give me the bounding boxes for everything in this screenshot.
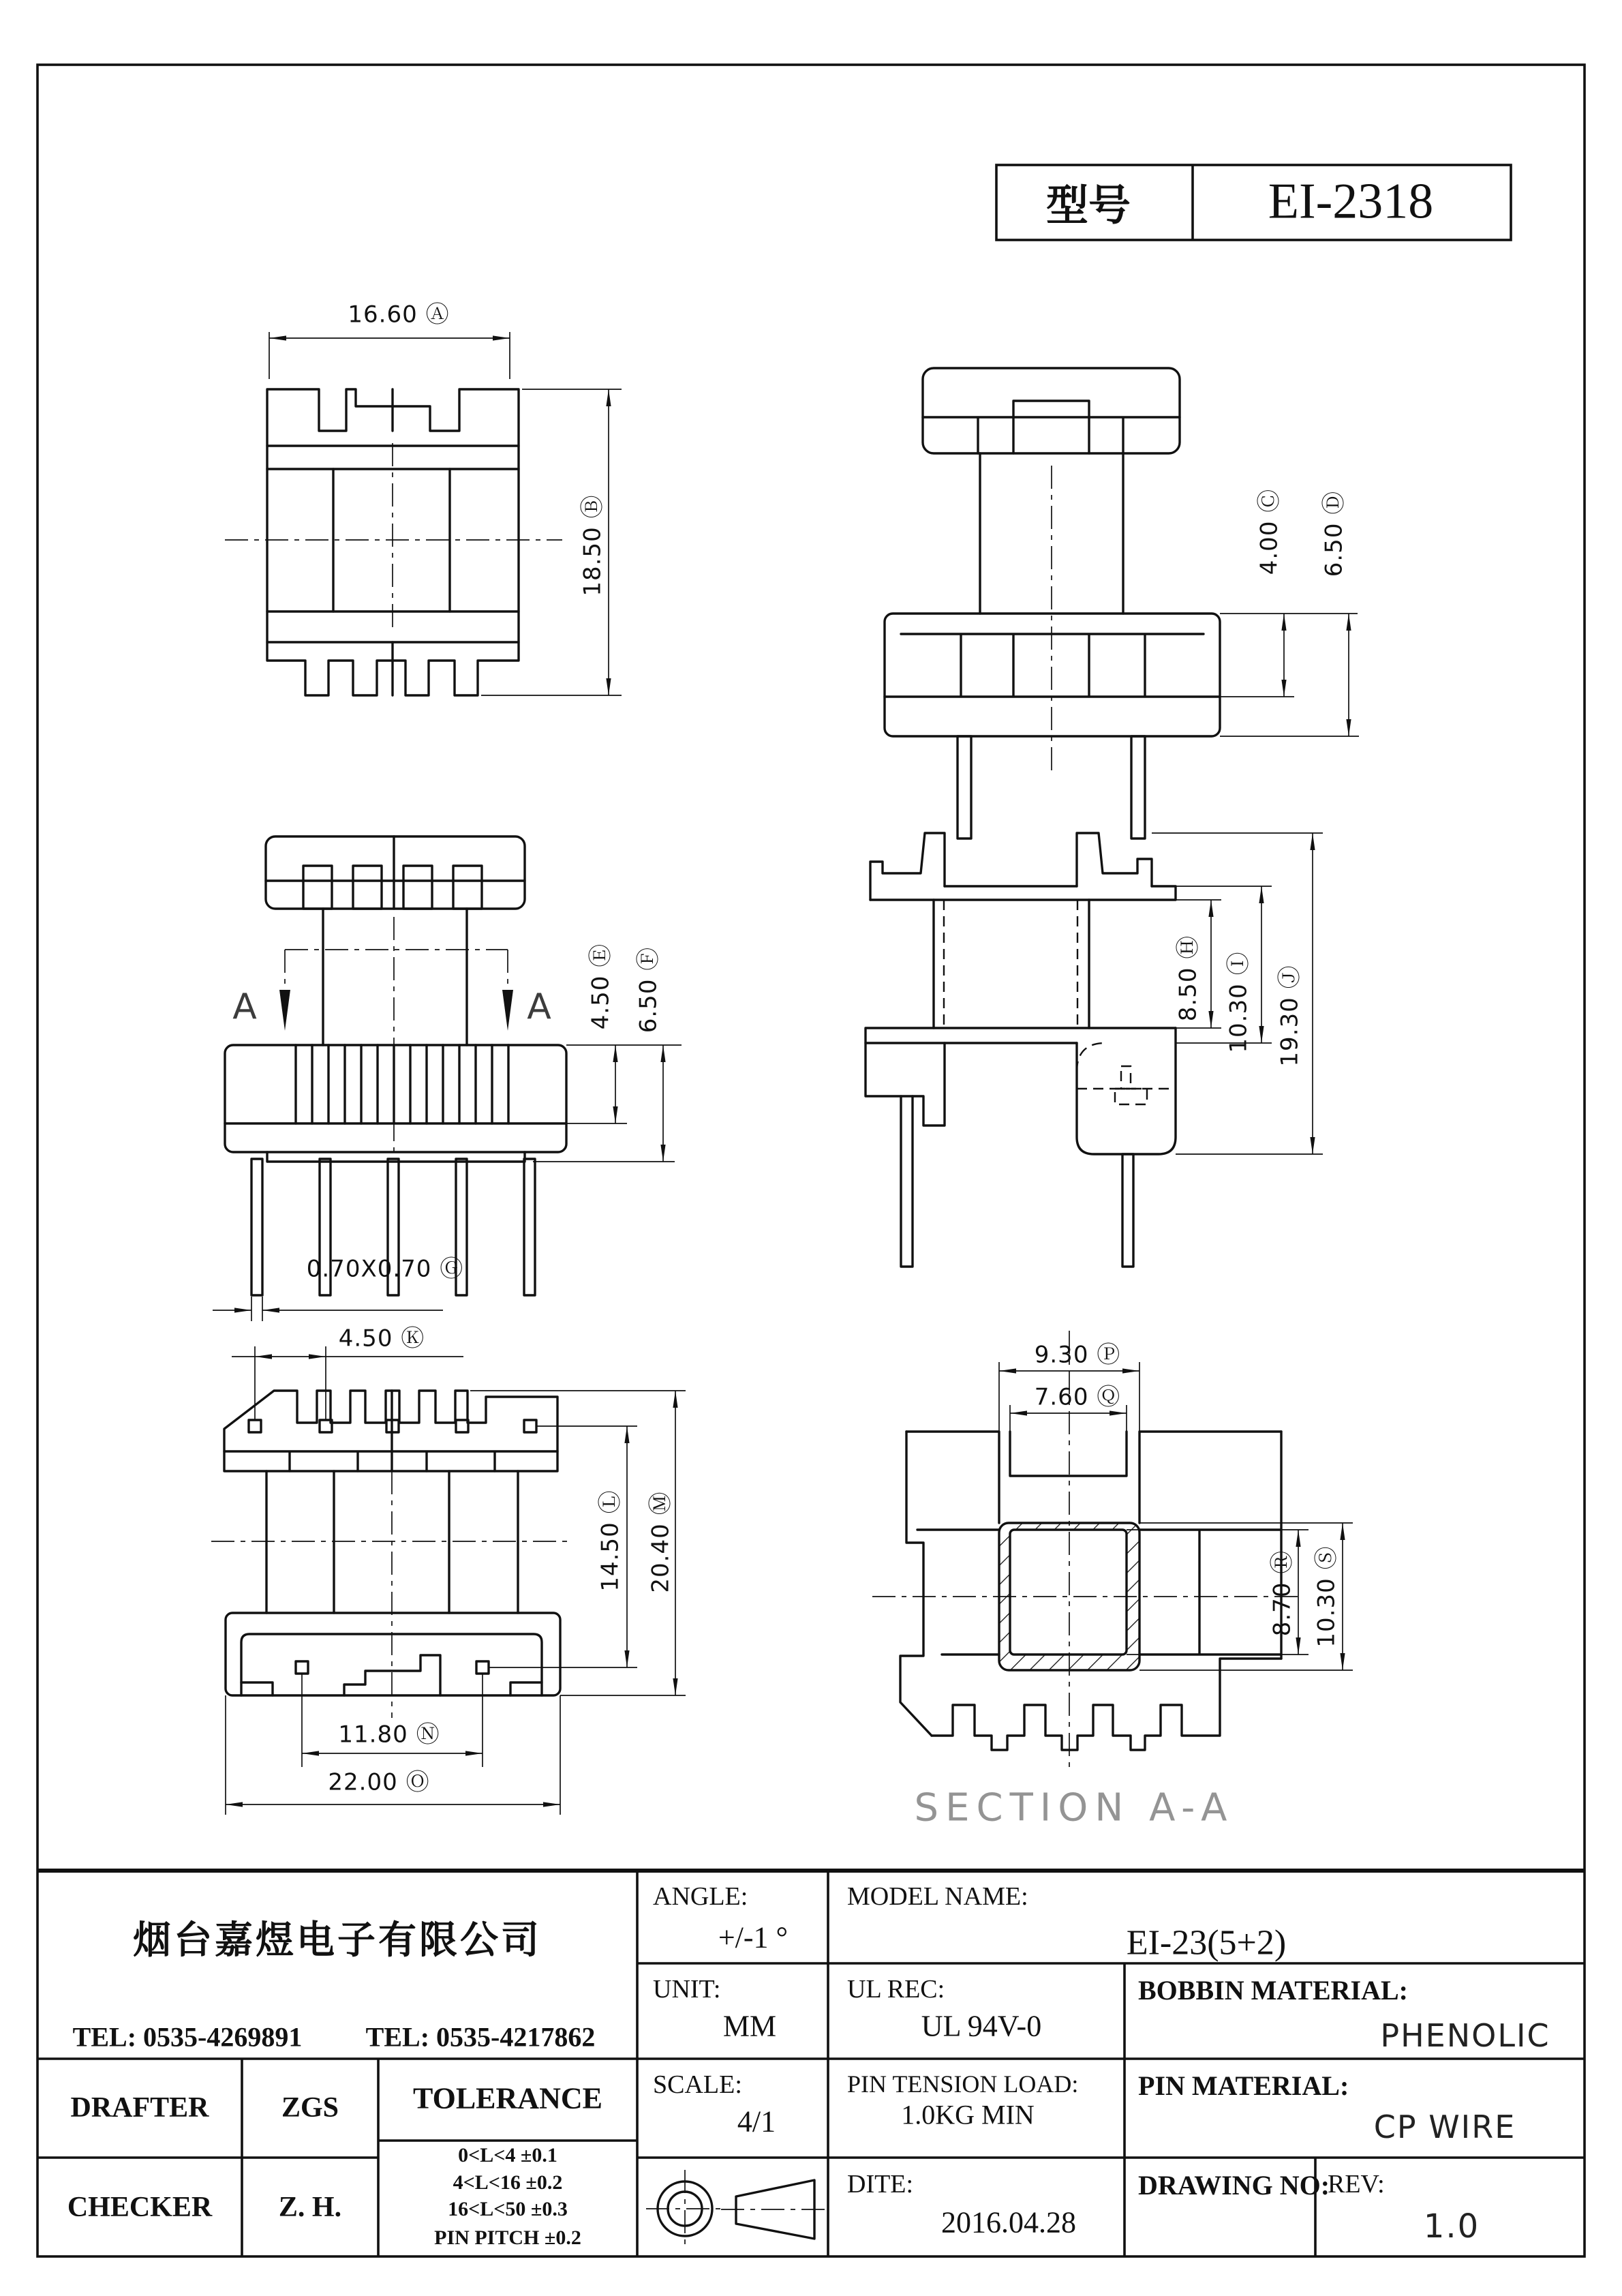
pin-material-value: CP WIRE xyxy=(1373,2109,1516,2145)
company-tel-2: TEL: 0535-4217862 xyxy=(365,2021,596,2053)
projection-symbol xyxy=(646,2170,830,2248)
dim-k: 4.50 Ⓚ xyxy=(338,1325,425,1353)
dim-o: 22.00 Ⓞ xyxy=(328,1768,430,1796)
date-label: DITE: xyxy=(847,2170,914,2199)
section-caption: SECTION A-A xyxy=(914,1785,1234,1830)
view-top xyxy=(225,332,622,695)
view-front xyxy=(213,836,682,1321)
dim-d: 6.50 Ⓓ xyxy=(1320,490,1348,577)
bobbin-material-value: PHENOLIC xyxy=(1380,2017,1550,2054)
drafter-label: DRAFTER xyxy=(70,2092,209,2124)
angle-value: +/-1 ° xyxy=(718,1920,789,1954)
rev-label: REV: xyxy=(1328,2170,1385,2199)
section-marker-right: A xyxy=(527,986,553,1027)
checker-value: Z. H. xyxy=(278,2192,342,2223)
dim-c: 4.00 Ⓒ xyxy=(1255,488,1283,575)
unit-label: UNIT: xyxy=(653,1975,721,2004)
model-no-value: EI-2318 xyxy=(1268,173,1434,230)
dim-m: 20.40 Ⓜ xyxy=(647,1491,675,1593)
date-value: 2016.04.28 xyxy=(941,2205,1076,2239)
tolerance-row: 0<L<4 ±0.1 xyxy=(458,2144,557,2166)
ul-rec-label: UL REC: xyxy=(847,1975,945,2004)
dim-j: 19.30 Ⓙ xyxy=(1276,965,1304,1067)
dim-s: 10.30 Ⓢ xyxy=(1313,1545,1341,1648)
scale-value: 4/1 xyxy=(737,2104,776,2139)
drafter-value: ZGS xyxy=(281,2092,339,2124)
dim-p: 9.30 Ⓟ xyxy=(1034,1341,1121,1369)
scale-label: SCALE: xyxy=(653,2070,742,2099)
drawing-no-label: DRAWING NO: xyxy=(1138,2170,1330,2201)
section-marker-left: A xyxy=(232,986,258,1027)
bobbin-material-label: BOBBIN MATERIAL: xyxy=(1138,1975,1408,2006)
dim-r: 8.70 Ⓡ xyxy=(1268,1550,1296,1637)
tolerance-row: PIN PITCH ±0.2 xyxy=(434,2226,581,2249)
dim-e: 4.50 Ⓔ xyxy=(587,943,615,1030)
company-tel-1: TEL: 0535-4269891 xyxy=(72,2021,303,2053)
tolerance-row: 16<L<50 ±0.3 xyxy=(448,2198,568,2220)
company-name: 烟台嘉煜电子有限公司 xyxy=(133,1920,542,1962)
pin-tension-label: PIN TENSION LOAD: xyxy=(847,2070,1079,2098)
dim-f: 6.50 Ⓕ xyxy=(634,946,662,1033)
angle-label: ANGLE: xyxy=(653,1882,748,1911)
dim-a: 16.60 Ⓐ xyxy=(348,301,450,329)
view-side-mid xyxy=(866,833,1323,1267)
dim-h: 8.50 Ⓗ xyxy=(1174,935,1202,1022)
ul-rec-value: UL 94V-0 xyxy=(921,2009,1042,2043)
model-no-label: 型号 xyxy=(1045,183,1131,230)
model-name-label: MODEL NAME: xyxy=(847,1882,1028,1911)
dim-b: 18.50 Ⓑ xyxy=(579,494,607,596)
view-side-upper xyxy=(885,368,1359,839)
dim-i: 10.30 Ⓘ xyxy=(1225,951,1253,1053)
pin-tension-value: 1.0KG MIN xyxy=(901,2099,1035,2130)
dim-l: 14.50 Ⓛ xyxy=(596,1490,624,1592)
dim-q: 7.60 Ⓠ xyxy=(1034,1383,1121,1411)
tolerance-row: 4<L<16 ±0.2 xyxy=(453,2171,563,2194)
rev-value: 1.0 xyxy=(1423,2207,1480,2246)
dim-g: 0.70X0.70 Ⓖ xyxy=(306,1255,464,1283)
tolerance-title: TOLERANCE xyxy=(413,2081,602,2115)
checker-label: CHECKER xyxy=(67,2192,213,2223)
dim-n: 11.80 Ⓝ xyxy=(338,1721,440,1749)
pin-material-label: PIN MATERIAL: xyxy=(1138,2070,1349,2101)
unit-value: MM xyxy=(722,2009,777,2043)
model-name-value: EI-23(5+2) xyxy=(1126,1923,1287,1963)
